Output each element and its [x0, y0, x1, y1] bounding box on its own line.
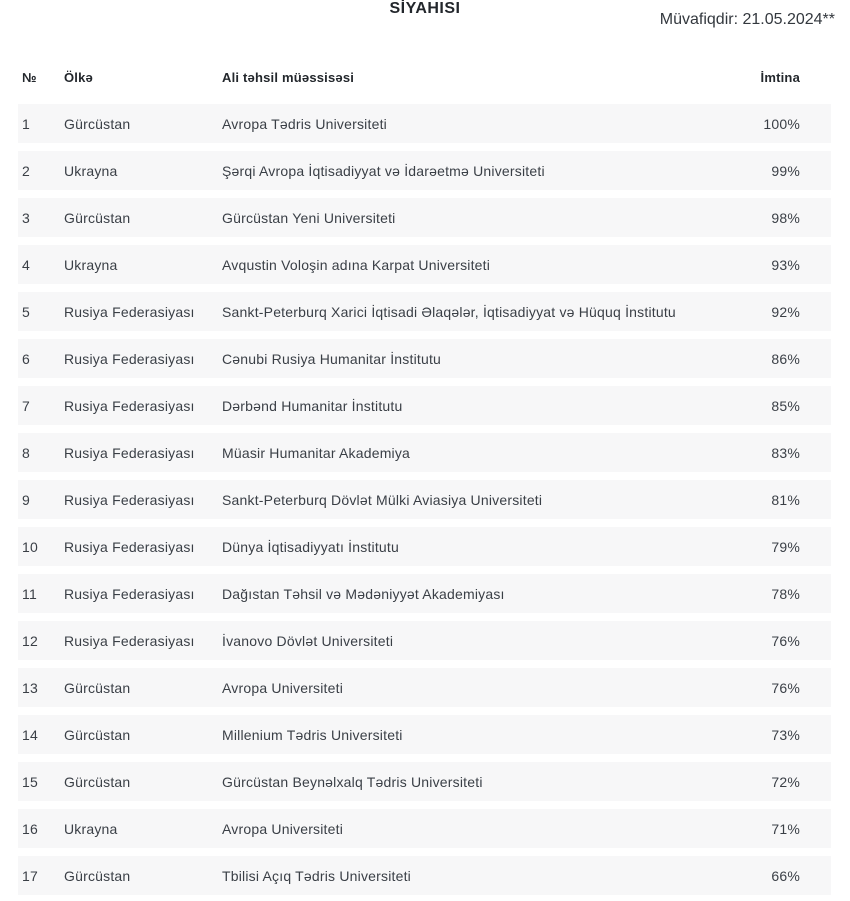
row-refusal-cell: 83% — [771, 444, 800, 461]
row-institution-cell: Dərbənd Humanitar İnstitutu — [222, 397, 403, 414]
table-row — [18, 574, 831, 613]
validity-date-label: Müvafiqdir: 21.05.2024** — [659, 11, 835, 28]
row-refusal-cell: 92% — [771, 303, 800, 320]
row-country-cell: Gürcüstan — [64, 679, 131, 696]
row-refusal-cell: 81% — [771, 491, 800, 508]
table-header-row — [18, 64, 831, 90]
row-institution-cell: Dünya İqtisadiyyatı İnstitutu — [222, 538, 399, 555]
universities-table — [18, 64, 831, 895]
row-number-cell: 2 — [22, 162, 30, 179]
row-institution-cell: Avropa Universiteti — [222, 679, 344, 696]
table-body — [18, 104, 831, 895]
row-refusal-cell: 71% — [771, 820, 800, 837]
row-institution-cell: Avqustin Voloşin adına Karpat Universiteti — [222, 256, 491, 273]
row-number-cell: 6 — [22, 350, 30, 367]
table-row — [18, 151, 831, 190]
row-refusal-cell: 76% — [771, 632, 800, 649]
row-number-cell: 16 — [22, 820, 38, 837]
table-row — [18, 668, 831, 707]
row-institution-cell: Millenium Tədris Universiteti — [222, 726, 403, 743]
row-country-cell: Ukrayna — [64, 820, 118, 837]
row-institution-cell: Dağıstan Təhsil və Mədəniyyət Akademiyası — [222, 585, 505, 602]
table-row — [18, 339, 831, 378]
row-country-cell: Gürcüstan — [64, 867, 131, 884]
row-country-cell: Rusiya Federasiyası — [64, 538, 195, 555]
row-institution-cell: Avropa Tədris Universiteti — [222, 115, 387, 132]
row-country-cell: Gürcüstan — [64, 115, 131, 132]
row-country-cell: Rusiya Federasiyası — [64, 632, 195, 649]
row-country-cell: Ukrayna — [64, 256, 118, 273]
table-row — [18, 856, 831, 895]
row-number-cell: 1 — [22, 115, 30, 132]
row-refusal-cell: 66% — [771, 867, 800, 884]
row-number-cell: 8 — [22, 444, 30, 461]
row-country-cell: Rusiya Federasiyası — [64, 303, 195, 320]
row-country-cell: Rusiya Federasiyası — [64, 350, 195, 367]
row-country-cell: Gürcüstan — [64, 209, 131, 226]
row-institution-cell: Sankt-Peterburq Dövlət Mülki Aviasiya Universiteti — [222, 491, 543, 508]
clipped-page-title-text: SİYAHISI — [389, 0, 461, 17]
row-institution-cell: Şərqi Avropa İqtisadiyyat və İdarəetmə Universiteti — [222, 162, 545, 179]
row-refusal-cell: 79% — [771, 538, 800, 555]
row-number-cell: 9 — [22, 491, 30, 508]
row-country-cell: Rusiya Federasiyası — [64, 585, 195, 602]
column-header-institution: Ali təhsil müəssisəsi — [222, 69, 355, 85]
row-number-cell: 10 — [22, 538, 38, 555]
table-row — [18, 292, 831, 331]
row-number-cell: 12 — [22, 632, 38, 649]
table-row — [18, 762, 831, 801]
row-country-cell: Rusiya Federasiyası — [64, 397, 195, 414]
table-row — [18, 527, 831, 566]
table-row — [18, 433, 831, 472]
row-institution-cell: Avropa Universiteti — [222, 820, 344, 837]
row-number-cell: 14 — [22, 726, 38, 743]
row-institution-cell: Cənubi Rusiya Humanitar İnstitutu — [222, 350, 442, 367]
row-institution-cell: İvanovo Dövlət Universiteti — [222, 632, 394, 649]
column-header-country: Ölkə — [64, 69, 93, 85]
row-refusal-cell: 85% — [771, 397, 800, 414]
row-institution-cell: Müasir Humanitar Akademiya — [222, 444, 411, 461]
row-number-cell: 13 — [22, 679, 38, 696]
column-header-refusal: İmtina — [760, 69, 800, 85]
row-number-cell: 5 — [22, 303, 30, 320]
row-number-cell: 15 — [22, 773, 38, 790]
row-country-cell: Ukrayna — [64, 162, 118, 179]
row-institution-cell: Gürcüstan Yeni Universiteti — [222, 209, 396, 226]
row-refusal-cell: 73% — [771, 726, 800, 743]
row-refusal-cell: 86% — [771, 350, 800, 367]
clipped-page-title — [0, 0, 850, 17]
table-row — [18, 621, 831, 660]
row-number-cell: 3 — [22, 209, 30, 226]
table-row — [18, 480, 831, 519]
table-row — [18, 809, 831, 848]
row-refusal-cell: 72% — [771, 773, 800, 790]
row-refusal-cell: 98% — [771, 209, 800, 226]
table-row — [18, 386, 831, 425]
row-institution-cell: Sankt-Peterburq Xarici İqtisadi Əlaqələr, İqtisadiyyat və Hüquq İnstitutu — [222, 303, 676, 320]
row-number-cell: 11 — [22, 585, 37, 602]
row-refusal-cell: 76% — [771, 679, 800, 696]
row-refusal-cell: 78% — [771, 585, 800, 602]
row-country-cell: Gürcüstan — [64, 726, 131, 743]
column-header-number: № — [22, 69, 37, 85]
table-row — [18, 715, 831, 754]
row-number-cell: 17 — [22, 867, 38, 884]
row-refusal-cell: 93% — [771, 256, 800, 273]
row-number-cell: 4 — [22, 256, 30, 273]
table-row — [18, 198, 831, 237]
row-country-cell: Rusiya Federasiyası — [64, 444, 195, 461]
table-row — [18, 245, 831, 284]
row-number-cell: 7 — [22, 397, 30, 414]
row-country-cell: Gürcüstan — [64, 773, 131, 790]
row-refusal-cell: 100% — [763, 115, 800, 132]
row-refusal-cell: 99% — [771, 162, 800, 179]
row-institution-cell: Gürcüstan Beynəlxalq Tədris Universiteti — [222, 773, 483, 790]
row-institution-cell: Tbilisi Açıq Tədris Universiteti — [222, 867, 411, 884]
table-row — [18, 104, 831, 143]
row-country-cell: Rusiya Federasiyası — [64, 491, 195, 508]
